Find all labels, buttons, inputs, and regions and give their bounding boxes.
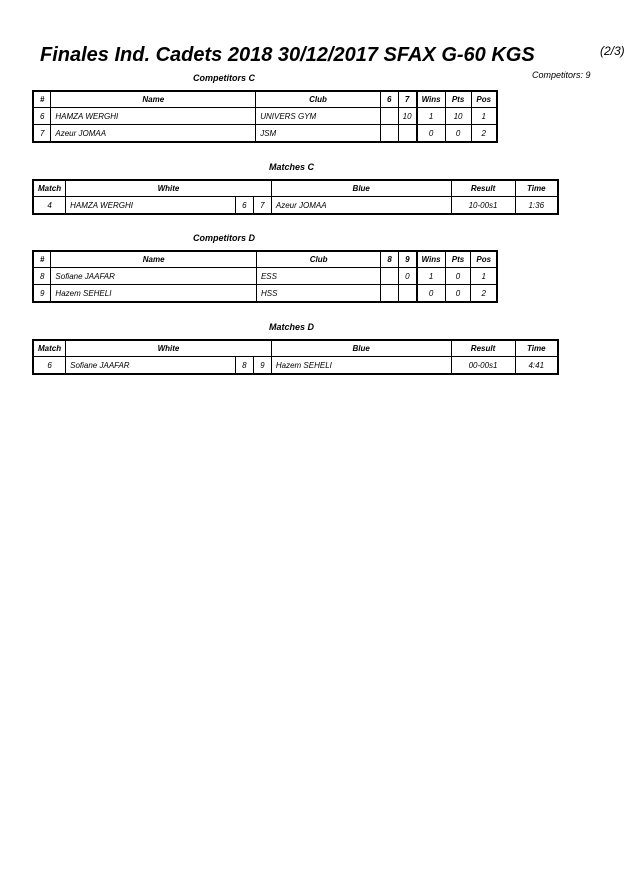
cell-match: 6 [33, 357, 66, 375]
table-row [33, 197, 558, 215]
col-pts: Pts [445, 251, 471, 268]
cell-wins: 0 [417, 285, 446, 303]
cell-white: HAMZA WERGHI [66, 197, 236, 215]
col-score-2: 7 [398, 91, 416, 108]
col-score-1: 8 [381, 251, 399, 268]
cell-score-1 [381, 268, 399, 285]
cell-match: 4 [33, 197, 66, 215]
matches-c-table [32, 179, 559, 215]
matches-c-title: Matches C [269, 162, 315, 172]
table-header [33, 180, 558, 197]
cell-blue-num: 9 [253, 357, 271, 375]
cell-blue: Hazem SEHELI [271, 357, 451, 375]
table-row [33, 108, 497, 125]
cell-score-2 [399, 285, 417, 303]
col-blue: Blue [271, 180, 451, 197]
cell-result: 10-00s1 [451, 197, 515, 215]
col-pos: Pos [471, 251, 497, 268]
cell-white: Sofiane JAAFAR [66, 357, 236, 375]
page-title [40, 44, 535, 67]
cell-club: ESS [256, 268, 380, 285]
matches-d-table [32, 339, 559, 375]
cell-blue-num: 7 [253, 197, 271, 215]
col-time: Time [515, 180, 558, 197]
cell-wins: 0 [417, 125, 446, 143]
col-wins: Wins [417, 251, 446, 268]
table-row [33, 125, 497, 143]
col-num: # [33, 251, 51, 268]
col-score-1: 6 [380, 91, 398, 108]
table-header [33, 91, 497, 108]
cell-name: Sofiane JAAFAR [51, 268, 257, 285]
cell-num: 7 [33, 125, 51, 143]
col-score-2: 9 [399, 251, 417, 268]
matches-d-title: Matches D [269, 322, 315, 332]
cell-score-2 [398, 125, 416, 143]
table-header [33, 340, 558, 357]
cell-pos: 2 [471, 285, 497, 303]
table-row [33, 357, 558, 375]
cell-pos: 2 [471, 125, 497, 143]
col-pos: Pos [471, 91, 497, 108]
cell-pos: 1 [471, 108, 497, 125]
page-indicator: (2/3) [600, 44, 625, 58]
title-text: Finales Ind. Cadets 2018 30/12/2017 SFAX G-60 KGS [40, 44, 535, 66]
cell-name: HAMZA WERGHI [51, 108, 256, 125]
competitors-c-table [32, 90, 498, 143]
cell-time: 4:41 [515, 357, 558, 375]
cell-score-1 [380, 125, 398, 143]
cell-club: HSS [256, 285, 380, 303]
cell-pts: 0 [445, 268, 471, 285]
col-result: Result [451, 180, 515, 197]
cell-name: Azeur JOMAA [51, 125, 256, 143]
cell-time: 1:36 [515, 197, 558, 215]
cell-num: 6 [33, 108, 51, 125]
cell-pos: 1 [471, 268, 497, 285]
col-match: Match [33, 180, 66, 197]
table-row [33, 285, 497, 303]
cell-result: 00-00s1 [451, 357, 515, 375]
col-name: Name [51, 91, 256, 108]
cell-score-2: 0 [399, 268, 417, 285]
cell-name: Hazem SEHELI [51, 285, 257, 303]
cell-pts: 10 [445, 108, 471, 125]
cell-num: 8 [33, 268, 51, 285]
cell-white-num: 8 [235, 357, 253, 375]
competitors-c-title: Competitors C [193, 73, 256, 83]
table-row [33, 268, 497, 285]
cell-wins: 1 [417, 108, 446, 125]
col-club: Club [256, 91, 381, 108]
col-time: Time [515, 340, 558, 357]
cell-num: 9 [33, 285, 51, 303]
col-white: White [66, 340, 272, 357]
col-result: Result [451, 340, 515, 357]
col-white: White [66, 180, 272, 197]
col-pts: Pts [445, 91, 471, 108]
col-match: Match [33, 340, 66, 357]
col-wins: Wins [417, 91, 446, 108]
cell-score-1 [380, 108, 398, 125]
cell-wins: 1 [417, 268, 446, 285]
cell-white-num: 6 [235, 197, 253, 215]
competitors-d-table [32, 250, 498, 303]
cell-score-2: 10 [398, 108, 416, 125]
competitors-count: Competitors: 9 [532, 70, 591, 80]
cell-pts: 0 [445, 285, 471, 303]
cell-pts: 0 [445, 125, 471, 143]
cell-score-1 [381, 285, 399, 303]
cell-blue: Azeur JOMAA [271, 197, 451, 215]
col-blue: Blue [271, 340, 451, 357]
cell-club: JSM [256, 125, 381, 143]
cell-club: UNIVERS GYM [256, 108, 381, 125]
competitors-d-title: Competitors D [193, 233, 256, 243]
col-num: # [33, 91, 51, 108]
col-club: Club [256, 251, 380, 268]
table-header [33, 251, 497, 268]
col-name: Name [51, 251, 257, 268]
